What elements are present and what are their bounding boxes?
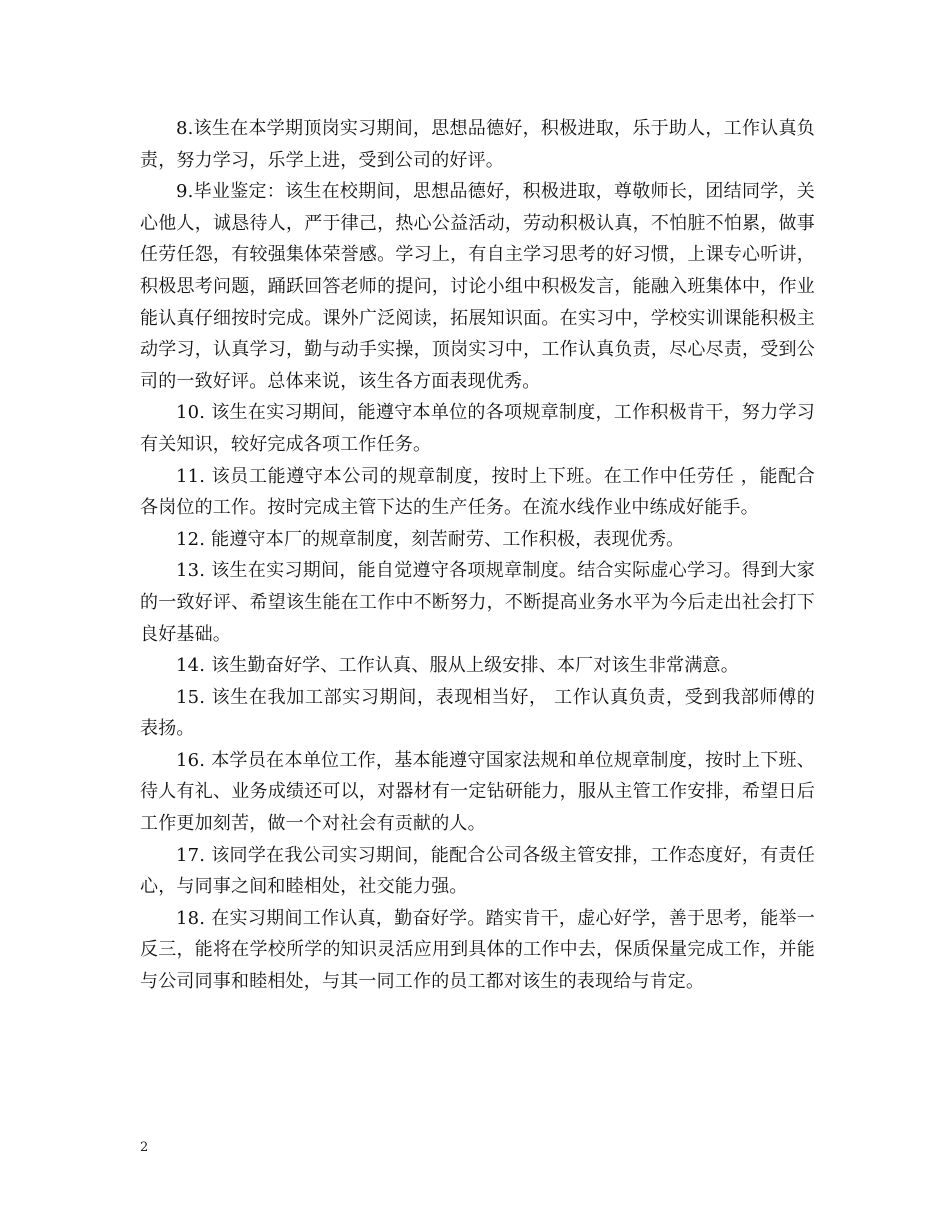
paragraph-18: 18. 在实习期间工作认真，勤奋好学。踏实肯干，虚心好学，善于思考，能举一反三，能将在学校所学的知识灵活应用到具体的工作中去，保质保量完成工作，并能与公司同事和睦相处，与其一同工作的员工都对该生的表现给与肯定。 (140, 907, 815, 993)
paragraph-13: 13. 该生在实习期间，能自觉遵守各项规章制度。结合实际虚心学习。得到大家的一致好评、希望该生能在工作中不断努力，不断提高业务水平为今后走出社会打下良好基础。 (140, 560, 815, 645)
paragraph-16: 16. 本学员在本单位工作，基本能遵守国家法规和单位规章制度，按时上下班、待人有礼、业务成绩还可以，对器材有一定钻研能力，服从主管工作安排，希望日后工作更加刻苦，做一个对社会有贡献的人。 (140, 749, 815, 835)
document-body (140, 113, 815, 998)
page-number: 2 (140, 1140, 149, 1155)
paragraph-15: 15. 该生在我加工部实习期间，表现相当好， 工作认真负责，受到我部师傅的表扬。 (140, 686, 815, 740)
paragraph-9: 9.毕业鉴定：该生在校期间，思想品德好，积极进取，尊敬师长，团结同学，关心他人，诚恳待人，严于律己，热心公益活动，劳动积极认真，不怕脏不怕累，做事任劳任怨，有较强集体荣誉感。学习上，有自主学习思考的好习惯，上课专心听讲，积极思考问题，踊跃回答老师的提问，讨论小组中积极发言，能融入班集体中，作业能认真仔细按时完成。课外广泛阅读，拓展知识面。在实习中，学校实训课能积极主动学习，认真学习，勤与动手实操，顶岗实习中，工作认真负责，尽心尽责，受到公司的一致好评。总体来说，该生各方面表现优秀。 (140, 181, 815, 392)
paragraph-12: 12. 能遵守本厂的规章制度，刻苦耐劳、工作积极，表现优秀。 (176, 528, 685, 550)
paragraph-10: 10. 该生在实习期间，能遵守本单位的各项规章制度，工作积极肯干，努力学习有关知识，较好完成各项工作任务。 (140, 402, 815, 455)
paragraph-14: 14. 该生勤奋好学、工作认真、服从上级安排、本厂对该生非常满意。 (176, 655, 739, 677)
paragraph-8: 8.该生在本学期顶岗实习期间，思想品德好，积极进取，乐于助人，工作认真负责，努力学习，乐学上进，受到公司的好评。 (140, 118, 815, 171)
paragraph-11: 11. 该员工能遵守本公司的规章制度，按时上下班。在工作中任劳任 ，能配合各岗位的工作。按时完成主管下达的生产任务。在流水线作业中练成好能手。 (140, 465, 815, 519)
paragraph-17: 17. 该同学在我公司实习期间，能配合公司各级主管安排，工作态度好，有责任心，与同事之间和睦相处，社交能力强。 (140, 844, 815, 898)
